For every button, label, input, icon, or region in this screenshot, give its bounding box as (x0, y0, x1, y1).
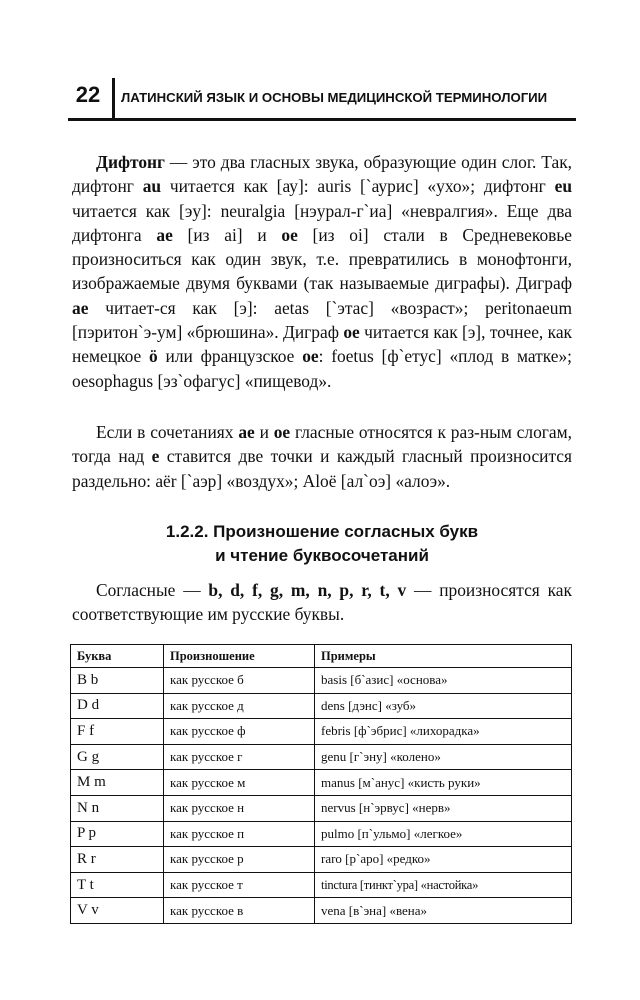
table-row (71, 770, 572, 796)
page-number: 22 (75, 82, 101, 107)
letter-cell: D d (71, 693, 164, 719)
pronunciation-cell: как русское м (164, 770, 315, 796)
letter-cell: B b (71, 668, 164, 694)
example-cell: tinctura [тинкт`ура] «настойка» (315, 872, 572, 898)
pronunciation-cell: как русское д (164, 693, 315, 719)
example-cell: genu [г`эну] «колено» (315, 744, 572, 770)
example-cell: dens [дэнс] «зуб» (315, 693, 572, 719)
table-row (71, 668, 572, 694)
table-row (71, 693, 572, 719)
header-rule (68, 118, 576, 121)
pronunciation-cell: как русское б (164, 668, 315, 694)
pronunciation-cell: как русское р (164, 847, 315, 873)
pronunciation-cell: как русское н (164, 795, 315, 821)
pronunciation-cell: как русское в (164, 898, 315, 924)
example-cell: pulmo [п`ульмо] «легкое» (315, 821, 572, 847)
pronunciation-cell: как русское т (164, 872, 315, 898)
section-heading-line1: 1.2.2. Произношение согласных букв (165, 522, 479, 541)
paragraph-separate-vowels: Если в сочетаниях ae и oe гласные относятся к раз-ным слогам, тогда над e ставится две точки и каждый гласный произносится раздельно: aёr [`аэр] «воздух»; Aloё [ал`оэ] «алоэ». (72, 422, 573, 491)
paragraph-diphthongs: Дифтонг — это два гласных звука, образующие один слог. Так, дифтонг au читается как [ау]: auris [`аурис] «ухо»; дифтонг eu читается как [эу]: neuralgia [нэурал-г`иа] «невралгия». Еще два дифтонга ae [из ai] и oe [из oi] стали в Средневековье произноситься как один звук, т.е. превратились в монофтонги, изображаемые двумя буквами (так называемые диграфы). Диграф ae читает-ся как [э]: aetas [`этас] «возраст»; peritonaeum [пэритон`э-ум] «брюшина». Диграф oe читается как [э], точнее, как немецкое ö или французское oe: foetus [ф`етус] «плод в матке»; oesophagus [эз`офагус] «пищевод». (72, 152, 573, 391)
table-row (71, 795, 572, 821)
letter-cell: V v (71, 898, 164, 924)
consonants-intro: Согласные — b, d, f, g, m, n, p, r, t, v — произносятся как соответствующие им русские буквы. (72, 580, 572, 625)
letter-cell: N n (71, 795, 164, 821)
table-row (71, 719, 572, 745)
example-cell: basis [б`азис] «основа» (315, 668, 572, 694)
pronunciation-cell: как русское ф (164, 719, 315, 745)
example-cell: vena [в`эна] «вена» (315, 898, 572, 924)
letter-cell: T t (71, 872, 164, 898)
consonant-letters: b, d, f, g, m, n, p, r, t, v (208, 580, 407, 600)
header-pronunciation: Произношение (164, 645, 315, 668)
table-row (71, 821, 572, 847)
pronunciation-cell: как русское п (164, 821, 315, 847)
letter-cell: G g (71, 744, 164, 770)
example-cell: febris [ф`эбрис] «лихорадка» (315, 719, 572, 745)
table-header-row (71, 645, 572, 668)
header-examples: Примеры (315, 645, 572, 668)
letter-cell: R r (71, 847, 164, 873)
example-cell: nervus [н`эрвус] «нерв» (315, 795, 572, 821)
letter-cell: F f (71, 719, 164, 745)
example-cell: raro [р`аро] «редко» (315, 847, 572, 873)
letter-cell: P p (71, 821, 164, 847)
table-row (71, 847, 572, 873)
header-separator (112, 78, 115, 118)
term-diphthong: Дифтонг (96, 152, 165, 172)
example-cell: manus [м`анус] «кисть руки» (315, 770, 572, 796)
section-heading-line2: и чтение буквосочетаний (215, 546, 429, 565)
letter-cell: M m (71, 770, 164, 796)
pronunciation-cell: как русское г (164, 744, 315, 770)
running-header (68, 78, 576, 124)
table-row (71, 744, 572, 770)
consonants-table (70, 644, 572, 924)
section-heading (72, 520, 572, 568)
table-row (71, 898, 572, 924)
header-letter: Буква (71, 645, 164, 668)
running-title: ЛАТИНСКИЙ ЯЗЫК И ОСНОВЫ МЕДИЦИНСКОЙ ТЕРМИНОЛОГИИ (121, 90, 548, 105)
table-row (71, 872, 572, 898)
